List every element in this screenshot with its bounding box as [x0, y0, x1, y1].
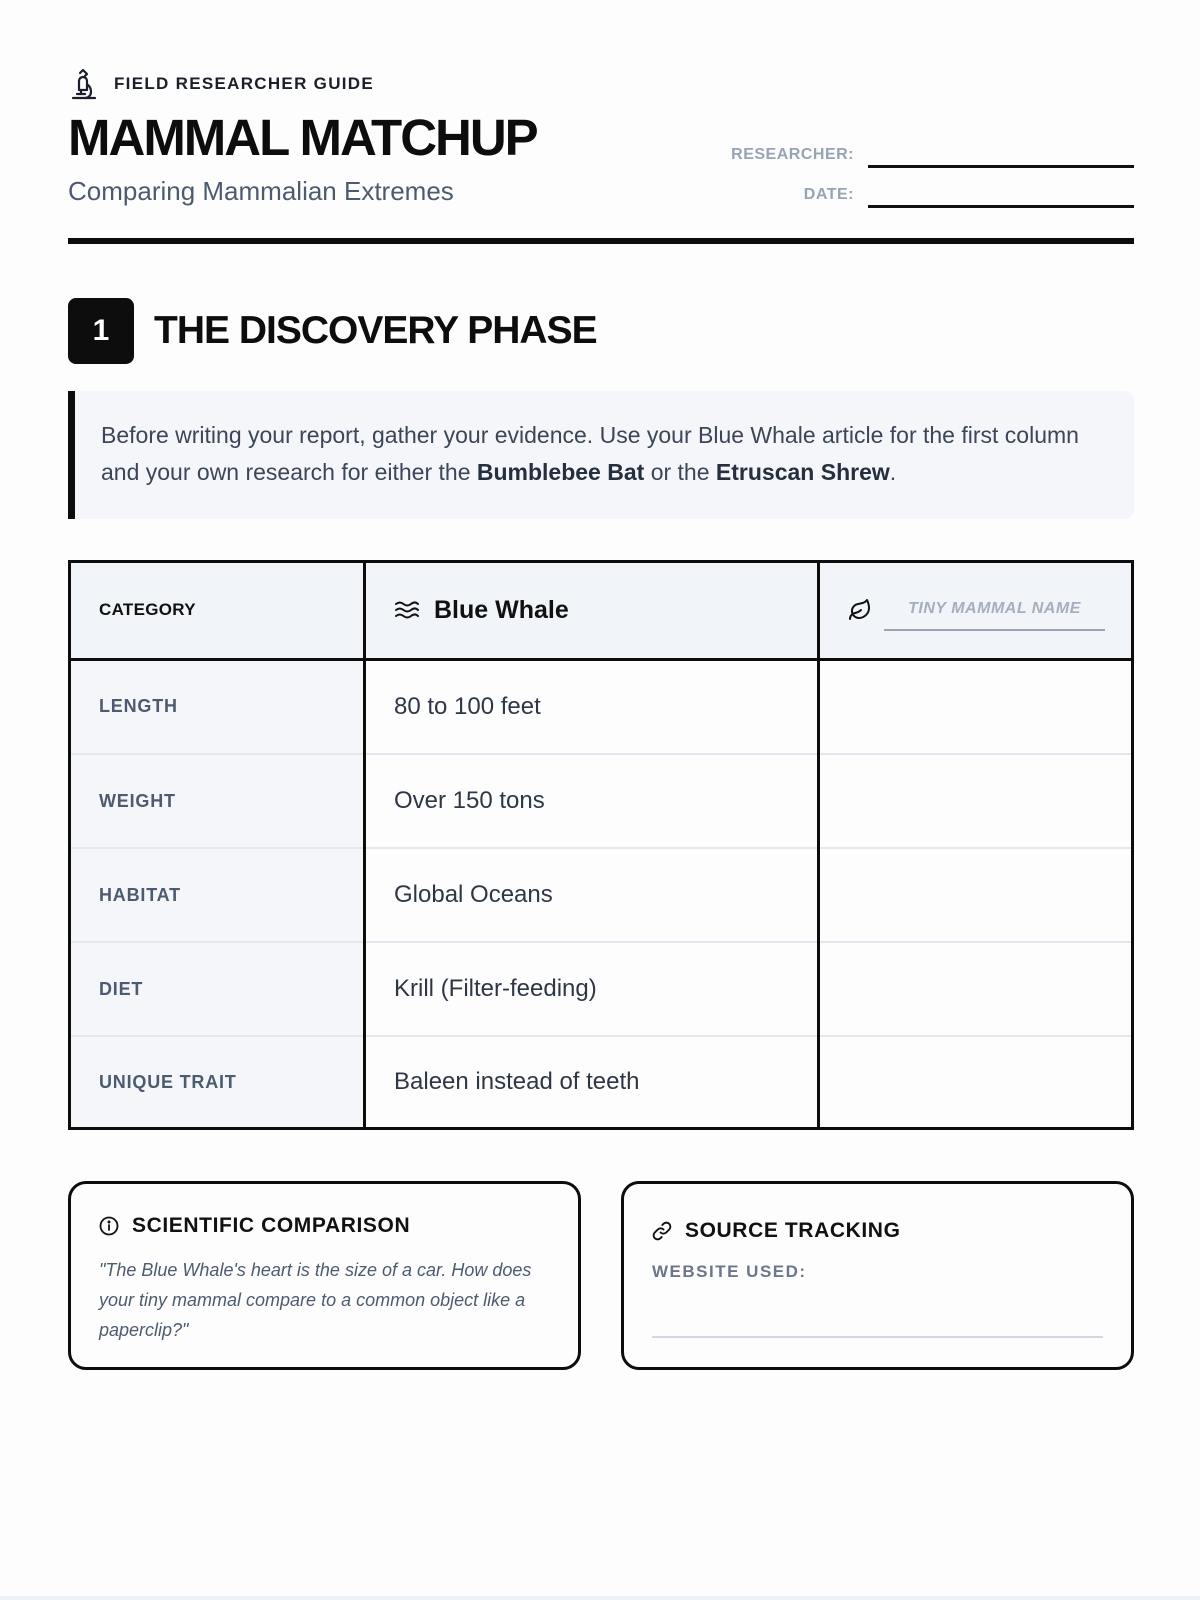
date-field[interactable] — [868, 183, 1134, 208]
intro-text-start: Before writing your report, gather your evidence. Use your Blue Whale article for the first column and your own research for either the — [101, 422, 1079, 485]
section-number-badge: 1 — [68, 298, 134, 364]
link-icon — [651, 1220, 673, 1242]
researcher-meta — [714, 128, 1134, 208]
header-category-cell — [71, 563, 365, 659]
source-tracking-card — [621, 1181, 1134, 1370]
page-title: MAMMAL MATCHUP — [68, 109, 537, 166]
waves-icon — [394, 599, 420, 621]
date-label: DATE: — [803, 186, 854, 203]
whale-value-cell — [365, 1036, 819, 1127]
comparison-table — [68, 560, 1134, 1130]
whale-value-cell — [365, 848, 819, 942]
bumblebee-bat-highlight: Bumblebee Bat — [476, 459, 645, 485]
scientific-comparison-card — [68, 1181, 581, 1370]
row-label-cell — [71, 942, 365, 1036]
row-label-habitat: HABITAT — [99, 884, 181, 905]
etruscan-shrew-highlight: Etruscan Shrew — [715, 459, 890, 485]
instructions-text — [101, 417, 1104, 491]
comparison-card-title: SCIENTIFIC COMPARISON — [132, 1214, 411, 1237]
info-icon — [98, 1215, 120, 1237]
date-row — [714, 168, 1134, 208]
page-bottom-strip — [0, 1596, 1200, 1600]
header-tiny-cell — [819, 563, 1132, 659]
whale-length-value: 80 to 100 feet — [394, 692, 541, 720]
whale-diet-value: Krill (Filter-feeding) — [394, 975, 597, 1003]
tiny-diet-answer[interactable] — [819, 942, 1132, 1036]
researcher-row — [714, 128, 1134, 168]
section-title: THE DISCOVERY PHASE — [154, 309, 597, 352]
row-label-cell — [71, 754, 365, 848]
website-used-field[interactable] — [652, 1334, 1103, 1338]
row-label-cell — [71, 659, 365, 754]
row-label-weight: WEIGHT — [99, 790, 176, 811]
tiny-length-answer[interactable] — [819, 659, 1132, 754]
row-label-cell — [71, 848, 365, 942]
researcher-label: RESEARCHER: — [731, 146, 854, 163]
guide-kicker — [68, 66, 374, 102]
website-used-label: WEBSITE USED: — [652, 1262, 807, 1281]
tiny-habitat-answer[interactable] — [819, 848, 1132, 942]
row-label-length: LENGTH — [99, 696, 178, 717]
whale-value-cell — [365, 942, 819, 1036]
row-label-diet: DIET — [99, 978, 144, 999]
table-header-row — [71, 563, 1131, 659]
table-row — [71, 754, 1131, 848]
source-card-header — [651, 1219, 901, 1243]
comparison-prompt: "The Blue Whale's heart is the size of a car. How does your tiny mammal compare to a common object like a paperclip?" — [99, 1260, 532, 1340]
source-card-title: SOURCE TRACKING — [685, 1219, 901, 1242]
researcher-field[interactable] — [868, 143, 1134, 168]
row-label-cell — [71, 1036, 365, 1127]
comparison-card-header — [98, 1214, 410, 1238]
header-category: CATEGORY — [99, 600, 196, 620]
tiny-unique-trait-answer[interactable] — [819, 1036, 1132, 1127]
whale-value-cell — [365, 754, 819, 848]
table-row — [71, 848, 1131, 942]
header-whale-cell — [365, 563, 819, 659]
row-label-unique-trait: UNIQUE TRAIT — [99, 1071, 237, 1092]
intro-text-middle: or the — [644, 459, 716, 485]
table-row — [71, 1036, 1131, 1127]
instructions-callout — [68, 391, 1134, 519]
intro-text-end: . — [889, 459, 897, 485]
tiny-weight-answer[interactable] — [819, 754, 1132, 848]
whale-unique-trait-value: Baleen instead of teeth — [394, 1068, 640, 1096]
leaf-icon — [848, 598, 872, 622]
header-whale: Blue Whale — [434, 595, 569, 624]
header-divider — [68, 238, 1134, 244]
table-row — [71, 942, 1131, 1036]
whale-habitat-value: Global Oceans — [394, 881, 553, 909]
whale-weight-value: Over 150 tons — [394, 787, 545, 815]
microscope-icon — [68, 67, 100, 101]
table-row — [71, 659, 1131, 754]
section-heading — [68, 298, 597, 364]
whale-value-cell — [365, 659, 819, 754]
page-subtitle: Comparing Mammalian Extremes — [68, 176, 454, 206]
kicker-text: FIELD RESEARCHER GUIDE — [114, 74, 375, 93]
tiny-mammal-name-input[interactable]: TINY MAMMAL NAME — [884, 589, 1105, 631]
